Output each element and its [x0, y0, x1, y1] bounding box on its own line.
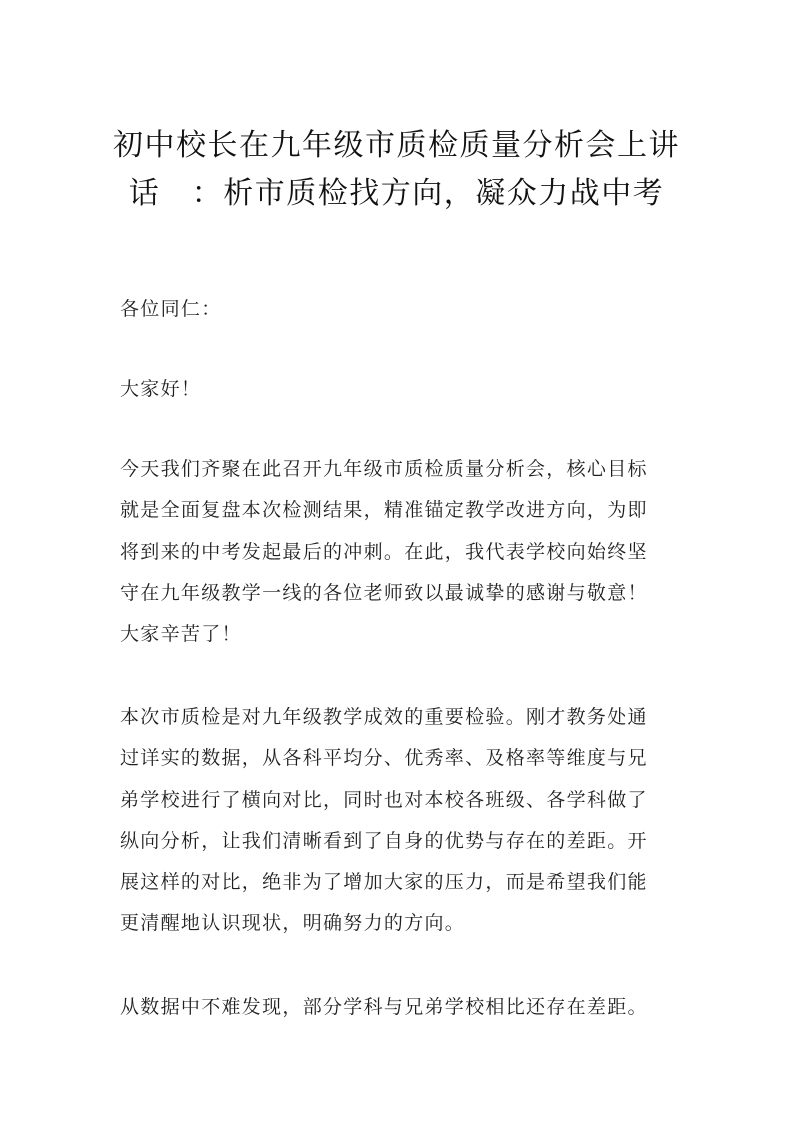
document-title [110, 122, 683, 218]
paragraph-line: 过详实的数据，从各科平均分、优秀率、及格率等维度与兄 [120, 747, 648, 770]
paragraph-line: 守在九年级教学一线的各位老师致以最诚挚的感谢与敬意！ [120, 581, 648, 604]
paragraph-line: 弟学校进行了横向对比，同时也对本校各班级、各学科做了 [120, 788, 648, 811]
paragraph-line: 大家辛苦了！ [120, 623, 242, 646]
title-line-2: 话 ：析市质检找方向，凝众力战中考 [128, 176, 665, 211]
paragraph-analysis [120, 697, 680, 945]
paragraph-line: 本次市质检是对九年级教学成效的重要检验。刚才教务处通 [120, 706, 648, 728]
paragraph-gaps [120, 987, 680, 1028]
paragraph-line: 展这样的对比，绝非为了增加大家的压力，而是希望我们能 [120, 871, 648, 894]
paragraph-line: 今天我们齐聚在此召开九年级市质检质量分析会，核心目标 [120, 458, 648, 480]
paragraph-line: 纵向分析，让我们清晰看到了自身的优势与存在的差距。开 [120, 829, 648, 852]
paragraph-line: 就是全面复盘本次检测结果，精准锚定教学改进方向，为即 [120, 499, 648, 522]
salutation: 大家好！ [120, 378, 202, 400]
paragraph-line: 更清醒地认识现状，明确努力的方向。 [120, 912, 466, 935]
greeting: 各位同仁： [120, 298, 222, 320]
title-line-1: 初中校长在九年级市质检质量分析会上讲 [113, 128, 680, 163]
paragraph-line: 从数据中不难发现，部分学科与兄弟学校相比还存在差距。 [120, 996, 648, 1018]
paragraph-line: 将到来的中考发起最后的冲刺。在此，我代表学校向始终坚 [120, 540, 648, 563]
paragraph-opening [120, 449, 680, 655]
